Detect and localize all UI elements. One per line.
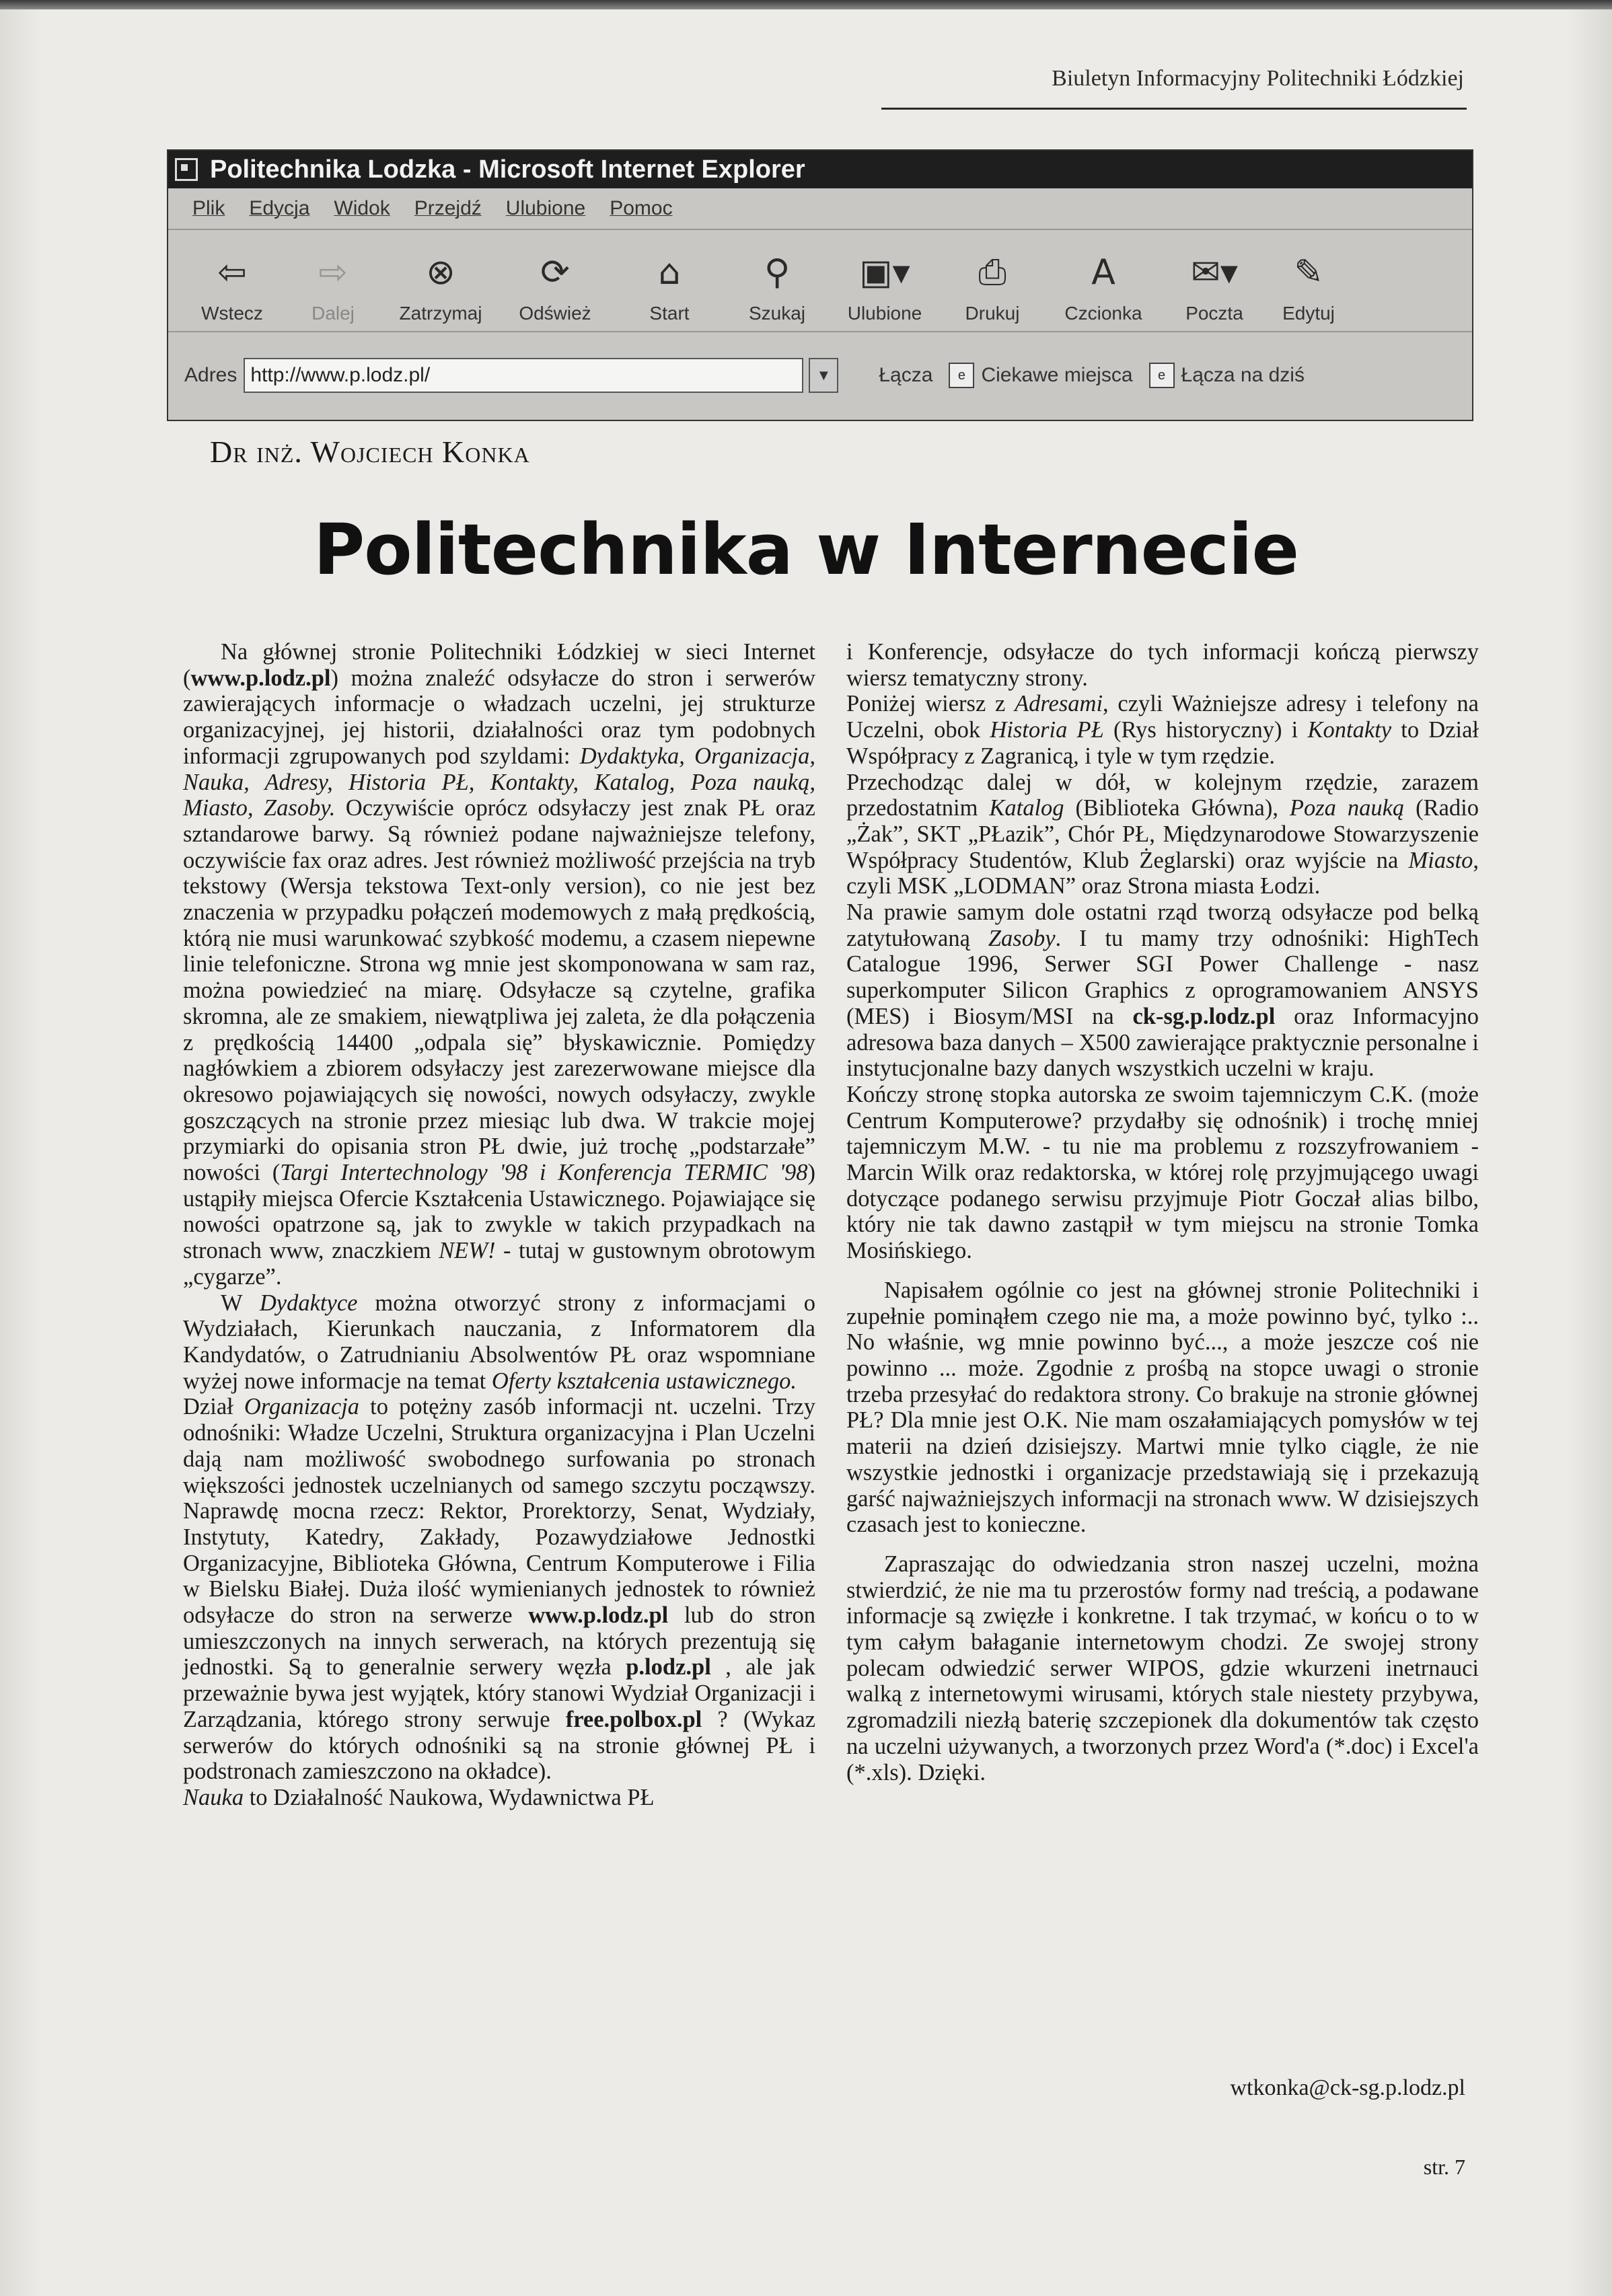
back-arrow-icon: ⇦ [217, 252, 247, 293]
article-title: Politechnika w Internecie [313, 509, 1299, 591]
paragraph: Napisałem ogólnie co jest na głównej stronie Politechniki i zupełnie pominąłem czego nie ma, a może powinno być, tylko :.. No właśnie, wg mnie powinno być..., a może jeszcze coś nie powinno ... może. Zgodnie z prośbą na stopce uwagi o stronie trzeba przesyłać do redaktora strony. Co brakuje na stronie głównej PŁ? Dla mnie jest O.K. Nie mam oszałamiających pomysłów w tej materii na dzień dzisiejszy. Martwi mnie tylko ciągle, że nie wszystkie jednostki i organizacje przedstawiają się i przekazują garść najważniejszych informacji na stronach www. W dzisiejszych czasach jest to konieczne. [846, 1277, 1479, 1538]
menu-edycja[interactable]: Edycja [249, 197, 310, 219]
edit-icon: ✎ [1294, 252, 1323, 293]
print-button[interactable]: ⎙ Drukuj [965, 252, 1020, 324]
menu-przejdz[interactable]: Przejdź [414, 197, 482, 219]
links-bar [879, 363, 1305, 388]
bulletin-header: Biuletyn Informacyjny Politechniki Łódzkiej [1052, 66, 1464, 91]
article-author: Dr inż. Wojciech Konka [210, 435, 530, 469]
search-button[interactable]: ⚲ Szukaj [748, 252, 806, 324]
paragraph: Na głównej stronie Politechniki Łódzkiej w sieci Internet (www.p.lodz.pl) można znaleźć odsyłacze do stron i serwerów zawierających informacje o władzach uczelni, jej strukturze organizacyjnej, jej historii, działalności oraz tym podobnych informacji zgrupowanych pod szyldami: Dydaktyka, Organizacja, Nauka, Adresy, Historia PŁ, Kontakty, Katalog, Poza nauką, Miasto, Zasoby. Oczywiście oprócz odsyłaczy jest znak PŁ oraz sztandarowe barwy. Są również podane najważniejsze telefony, oczywiście fax oraz adres. Jest również możliwość przejścia na tryb tekstowy (Wersja tekstowa Text-only version), co nie jest bez znaczenia w przypadku połączeń modemowych z małą prędkością, którą nie musi warunkować szybkość modemu, a czasem niepewne linie telefoniczne. Strona wg mnie jest skomponowana w sam raz, można powiedzieć na miarę. Odsyłacze są czytelne, grafika skromna, ale ze smakiem, niewątpliwa jej zaleta, że dla połączenia z prędkością 14400 „odpala się” błyskawicznie. Pomiędzy nagłówkiem a zbiorem odsyłaczy jest zarezerwowane miejsce dla okresowo pojawiających się nowości, nowych odsyłaczy, zwykle goszczących na stronie przez miesiąc lub dwa. W trakcie mojej przymiarki do opisania stron PŁ dwie, już trochę „podstarzałe” nowości (Targi Intertechnology '98 i Konferencja TERMIC '98) ustąpiły miejsca Ofercie Kształcenia Ustawicznego. Pojawiające się nowości opatrzone są, jak to zwykle w takich przypadkach na stronach www, znaczkiem NEW! - tutaj w gustownym obrotowym „cygarze”. [183, 639, 815, 1290]
paragraph: Nauka to Działalność Naukowa, Wydawnictwa PŁ [183, 1784, 655, 1810]
scan-top-edge [0, 0, 1612, 9]
paragraph: Kończy stronę stopka autorska ze swoim tajemniczym C.K. (może Centrum Komputerowe? przydałby się odnośnik) i trochę mniej tajemniczym M.W. - tu nie ma problemu z rozszyfrowaniem - Marcin Wilk oraz redaktorska, w której rolę przyjmującego uwagi dotyczące podanego serwisu przyjmuje Piotr Goczał alias bilbo, który nie tak dawno zastąpił w tym miejscu na stronie Tomka Mosińskiego. [846, 1081, 1479, 1264]
refresh-icon: ⟳ [540, 252, 570, 293]
link-ciekawe-miejsca[interactable]: e Ciekawe miejsca [949, 363, 1132, 388]
browser-screenshot [167, 149, 1473, 421]
browser-menu-bar [168, 188, 1472, 230]
paragraph: Przechodząc dalej w dół, w kolejnym rzędzie, zarazem przedostatnim Katalog (Biblioteka Główna), Poza nauką (Radio „Żak”, SKT „PŁazik”, Chór PŁ, Międzynarodowe Stowarzyszenie Współpracy Studentów, Klub Żeglarski) oraz wyjście na Miasto, czyli MSK „LODMAN” oraz Strona miasta Łodzi. [846, 769, 1479, 899]
address-input[interactable]: http://www.p.lodz.pl/ [244, 358, 803, 393]
menu-plik[interactable]: Plik [192, 197, 225, 219]
mail-icon: ✉▾ [1191, 252, 1238, 293]
browser-title: Politechnika Lodzka - Microsoft Internet Explorer [210, 155, 805, 184]
search-icon: ⚲ [764, 252, 791, 293]
paragraph: W Dydaktyce można otworzyć strony z informacjami o Wydziałach, Kierunkach nauczania, z Informatorem dla Kandydatów, o Zatrudnianiu Absolwentów PŁ oraz wspomniane wyżej nowe informacje na temat Oferty kształcenia ustawicznego. [183, 1290, 815, 1394]
page-number: str. 7 [1423, 2155, 1465, 2179]
header-rule [881, 108, 1467, 110]
mail-button[interactable]: ✉▾ Poczta [1185, 252, 1243, 324]
home-icon: ⌂ [658, 252, 681, 293]
back-button[interactable]: ⇦ Wstecz [201, 252, 263, 324]
stop-icon: ⊗ [426, 252, 455, 293]
paragraph: Zapraszając do odwiedzania stron naszej uczelni, można stwierdzić, że nie ma tu przerostów formy nad treścią, a podawane informacje są zwięzłe i konkretne. I tak trzymać, w końcu o to w tym całym bałaganie internetowym chodzi. Ze swojej strony polecam odwiedzić serwer WIPOS, gdzie wkurzeni inetrnauci walką z internetowymi wirusami, których stale niestety przybywa, zgromadzili niezłą baterię szczepionek dla dokumentów tak często na uczelni używanych, a tworzonych przez Word'a (*.doc) i Excel'a (*.xls). Dzięki. [846, 1551, 1479, 1785]
refresh-button[interactable]: ⟳ Odśwież [519, 252, 591, 324]
browser-toolbar [168, 230, 1472, 332]
article-column-right [846, 639, 1479, 1785]
page-icon: e [949, 363, 974, 388]
page-icon: e [1149, 363, 1175, 388]
window-icon [175, 158, 198, 181]
menu-ulubione[interactable]: Ulubione [505, 197, 586, 219]
favorites-icon: ▣▾ [859, 252, 910, 293]
paragraph: Na prawie samym dole ostatni rząd tworzą odsyłacze pod belką zatytułowaną Zasoby. I tu mamy trzy odnośniki: HighTech Catalogue 1996, Serwer SGI Power Challenge - nasz superkomputer Silicon Graphics z oprogramowaniem ANSYS (MES) i Biosym/MSI na ck-sg.p.lodz.pl oraz Informacyjno adresowa baza danych – X500 zawierające praktycznie personalne i instytucjonalne bazy danych wszystkich uczelni w kraju. [846, 899, 1479, 1082]
font-button[interactable]: A Czcionka [1064, 252, 1142, 324]
paragraph: i Konferencje, odsyłacze do tych informacji kończą pierwszy wiersz tematyczny strony. [846, 639, 1479, 691]
links-label: Łącza [879, 364, 933, 386]
author-email: wtkonka@ck-sg.p.lodz.pl [1230, 2075, 1465, 2100]
link-lacza-na-dzis[interactable]: e Łącza na dziś [1149, 363, 1305, 388]
font-icon: A [1091, 252, 1115, 293]
forward-button[interactable]: ⇨ Dalej [312, 252, 355, 324]
menu-widok[interactable]: Widok [334, 197, 390, 219]
forward-arrow-icon: ⇨ [318, 252, 348, 293]
stop-button[interactable]: ⊗ Zatrzymaj [399, 252, 482, 324]
paragraph: Poniżej wiersz z Adresami, czyli Ważniejsze adresy i telefony na Uczelni, obok Historia PŁ (Rys historyczny) i Kontakty to Dział Współpracy z Zagranicą, i tyle w tym rzędzie. [846, 691, 1479, 769]
home-button[interactable]: ⌂ Start [649, 252, 690, 324]
paragraph: Dział Organizacja to potężny zasób informacji nt. uczelni. Trzy odnośniki: Władze Uczelni, Struktura organizacyjna i Plan Uczelni dają nam możliwość swobodnego surfowania po stronach większości jednostek uczelnianych od samego szczytu począwszy. Naprawdę mocna rzecz: Rektor, Prorektorzy, Senat, Wydziały, Instytuty, Katedry, Zakłady, Pozawydziałowe Jednostki Organizacyjne, Biblioteka Główna, Centrum Komputerowe i Filia w Bielsku Białej. Duża ilość wymienianych jednostek to również odsyłacze do stron na serwerze www.p.lodz.pl lub do stron umieszczonych na innych serwerach, na których prezentują się jednostki. Są to generalnie serwery węzła p.lodz.pl , ale jak przeważnie bywa jest wyjątek, który stanowi Wydział Organizacji i Zarządzania, którego strony serwuje free.polbox.pl ? (Wykaz serwerów do których odnośniki są na stronie głównej PŁ i podstronach zamieszczono na okładce). [183, 1394, 816, 1785]
favorites-button[interactable]: ▣▾ Ulubione [847, 252, 922, 324]
browser-title-bar [168, 151, 1472, 188]
edit-button[interactable]: ✎ Edytuj [1282, 252, 1335, 324]
article-column-left [183, 639, 815, 1811]
address-bar [168, 332, 1472, 418]
print-icon: ⎙ [978, 252, 1006, 293]
menu-pomoc[interactable]: Pomoc [610, 197, 673, 219]
address-dropdown-icon[interactable]: ▼ [809, 358, 838, 393]
address-label: Adres [184, 364, 237, 386]
